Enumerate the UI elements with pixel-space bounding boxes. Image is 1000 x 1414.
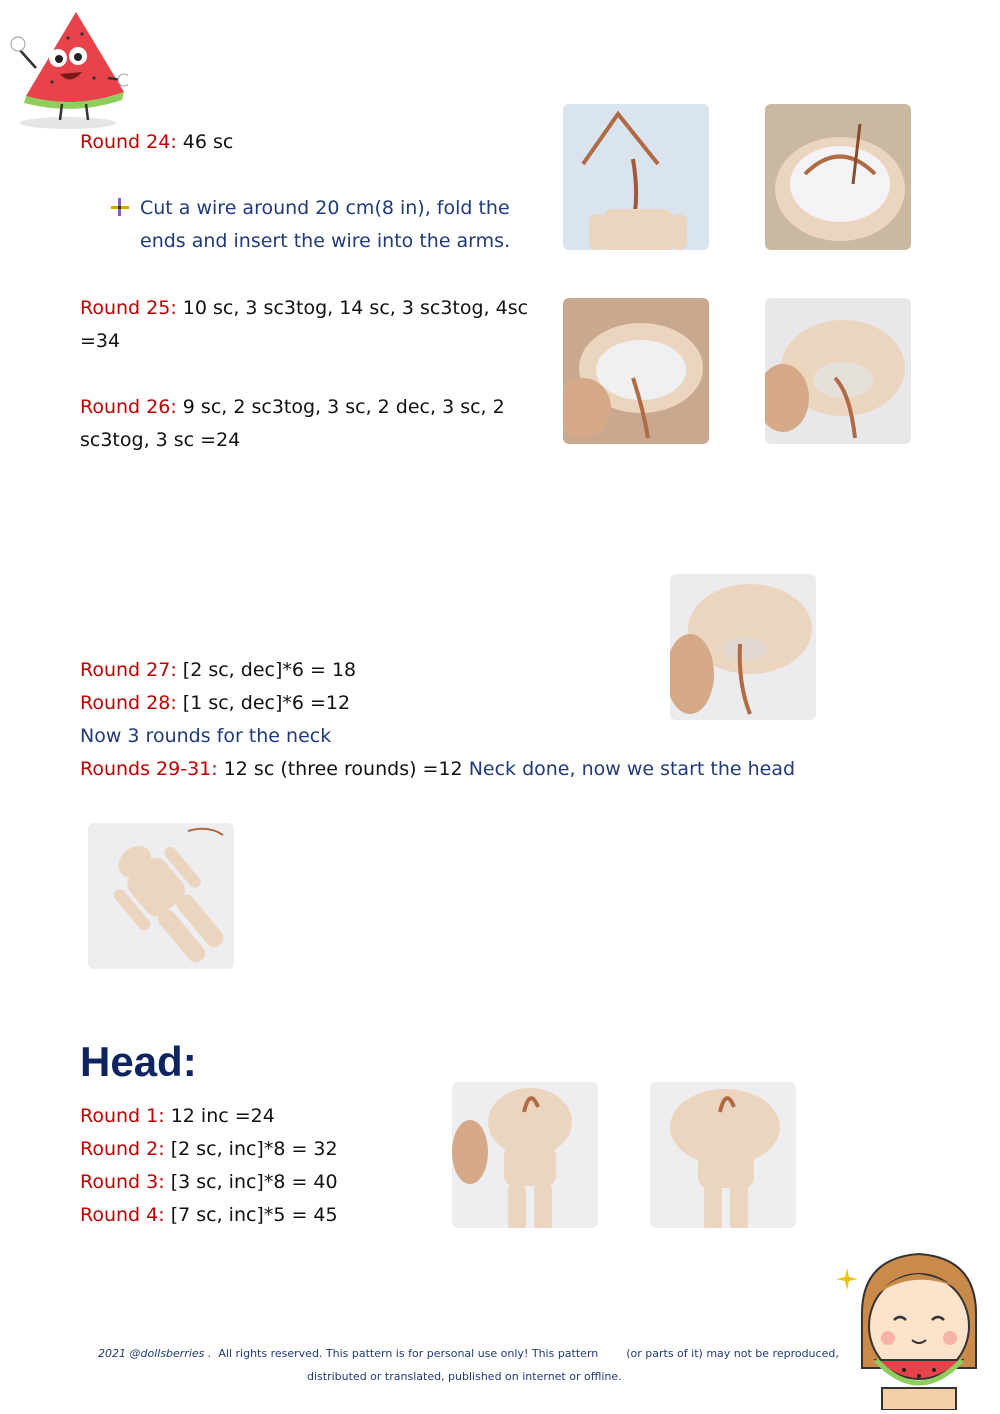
round-24 — [80, 129, 233, 155]
photo-head-start-1 — [452, 1082, 598, 1228]
photo-decrease-rounds-1 — [563, 298, 709, 444]
round-25-continued: =34 — [80, 330, 121, 352]
round-text: [2 sc, dec]*6 = 18 — [176, 659, 357, 681]
round-text: [2 sc, inc]*8 = 32 — [164, 1138, 338, 1160]
photo-stuffed-torso — [765, 104, 911, 250]
tip-line-2: ends and insert the wire into the arms. — [140, 230, 511, 252]
round-label: Round 25: — [80, 297, 177, 319]
round-25 — [80, 295, 528, 321]
round-text: [3 sc, inc]*8 = 40 — [164, 1171, 338, 1193]
round-label: Round 27: — [80, 659, 177, 681]
footer-line-2: distributed or translated, published on internet or offline. — [307, 1370, 622, 1383]
round-text: [1 sc, dec]*6 =12 — [176, 692, 351, 714]
round-label: Round 24: — [80, 131, 177, 153]
round-27 — [80, 657, 356, 683]
round-text: 46 sc — [176, 131, 234, 153]
round-label: Round 3: — [80, 1171, 165, 1193]
neck-done-note: Neck done, now we start the head — [468, 758, 796, 780]
footer-line-1 — [98, 1347, 839, 1360]
footer-rights-cont: (or parts of it) may not be reproduced, — [626, 1347, 839, 1360]
round-label: Round 28: — [80, 692, 177, 714]
girl-eating-watermelon-icon — [852, 1248, 986, 1410]
neck-note: Now 3 rounds for the neck — [80, 725, 332, 747]
footer-rights: All rights reserved. This pattern is for personal use only! This pattern — [218, 1347, 599, 1360]
round-26-continued: sc3tog, 3 sc =24 — [80, 429, 241, 451]
round-28 — [80, 690, 350, 716]
round-text: 9 sc, 2 sc3tog, 3 sc, 2 dec, 3 sc, 2 — [176, 396, 505, 418]
round-text: [7 sc, inc]*5 = 45 — [164, 1204, 338, 1226]
round-label: Round 2: — [80, 1138, 165, 1160]
section-heading-head: Head: — [80, 1038, 197, 1085]
photo-finished-body — [88, 823, 234, 969]
round-label: Rounds 29-31: — [80, 758, 218, 780]
bullet-plus-icon — [110, 197, 130, 217]
head-round-3 — [80, 1169, 338, 1195]
photo-wire-arms — [563, 104, 709, 250]
head-round-2 — [80, 1136, 338, 1162]
round-label: Round 1: — [80, 1105, 165, 1127]
round-text: 12 inc =24 — [164, 1105, 275, 1127]
photo-head-start-2 — [650, 1082, 796, 1228]
footer-copyright: 2021 @dollsberries . — [98, 1347, 212, 1360]
round-label: Round 26: — [80, 396, 177, 418]
rounds-29-31 — [80, 756, 795, 782]
round-text: 12 sc (three rounds) =12 — [217, 758, 469, 780]
round-26 — [80, 394, 505, 420]
photo-decrease-rounds-2 — [765, 298, 911, 444]
watermelon-mascot-icon — [8, 8, 128, 130]
photo-closing-body — [670, 574, 816, 720]
tip-line-1: Cut a wire around 20 cm(8 in), fold the — [140, 197, 510, 219]
head-round-4 — [80, 1202, 338, 1228]
head-round-1 — [80, 1103, 275, 1129]
round-text: 10 sc, 3 sc3tog, 14 sc, 3 sc3tog, 4sc — [176, 297, 529, 319]
round-label: Round 4: — [80, 1204, 165, 1226]
